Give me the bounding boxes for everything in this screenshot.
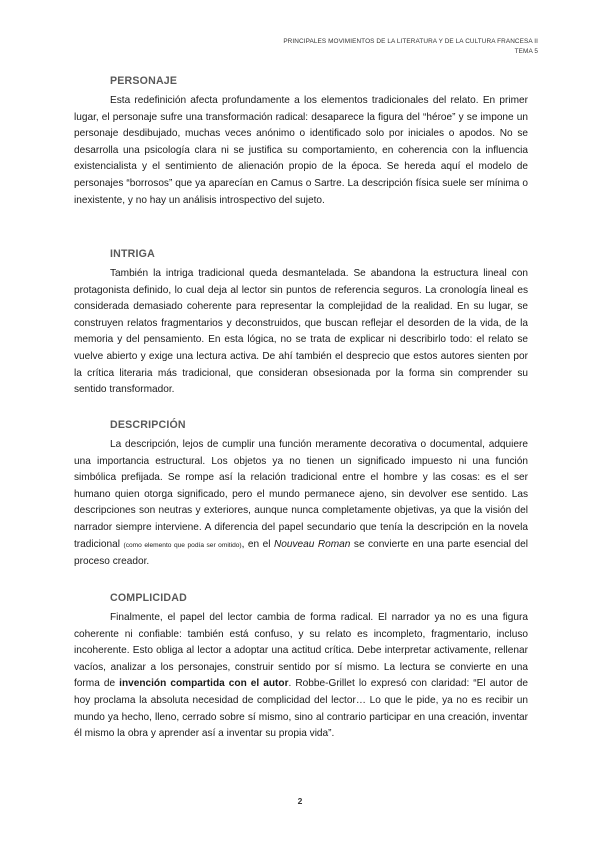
- paragraph-text: Finalmente, el papel del lector cambia de forma radical. El narrador ya no es una figura coherente ni confiable: también está confuso, y su relato es incompleto, fragmentario, incluso incoherente. Esto obliga al lector a adoptar una actitud crítica. Debe interpretar activamente, rellenar vacíos, analizar a los personajes, construir sentido por sí mismo. La lectura se convierte en una forma de: [74, 612, 528, 690]
- bold-phrase: invención compartida con el autor: [119, 678, 289, 690]
- section-heading: DESCRIPCIÓN: [110, 419, 186, 431]
- section-heading: PERSONAJE: [110, 75, 178, 87]
- section-paragraph: También la intriga tradicional queda desmantelada. Se abandona la estructura lineal con protagonista definido, lo cual deja al lector sin puntos de referencia seguros. La cronología lineal es considerada demasiado coherente para representar la complejidad de la realidad. En su lugar, se construyen relatos fragmentarios y deconstruidos, que buscan reflejar el desorden de la vida, de la memoria y del pensamiento. En esta lógica, no se trata de explicar ni describirlo todo: el relato se vuelve abierto y exige una lectura activa. De ahí también el desprecio que estos autores sienten por la crítica literaria más tradicional, que consideran obsesionada por la forma sin comprender su sentido transformador.: [74, 268, 528, 396]
- section-heading: COMPLICIDAD: [110, 592, 187, 604]
- running-header: [283, 37, 538, 57]
- section-complicidad: [74, 591, 528, 743]
- paragraph-text: . Robbe-Grillet lo expresó con claridad: “El autor de hoy proclama la absoluta necesidad de complicidad del lector… Lo que le pide, ya no es recibir un mundo ya hecho, lleno, cerrado sobre sí mismo, sino al contrario participar en una creación, inventar él mismo la obra y aprender así a inventar su propia vida”.: [74, 678, 528, 740]
- section-descripcion: [74, 418, 528, 571]
- italic-term: Nouveau Roman: [273, 538, 351, 550]
- section-intriga: [74, 247, 528, 399]
- header-course-title: PRINCIPALES MOVIMIENTOS DE LA LITERATURA Y DE LA CULTURA FRANCESA II: [283, 38, 538, 45]
- paragraph-text: , en el: [241, 538, 271, 550]
- section-paragraph: [74, 437, 528, 571]
- header-unit: TEMA 5: [514, 48, 538, 55]
- section-personaje: [74, 74, 528, 209]
- page-number: 2: [297, 796, 303, 806]
- paragraph-text: La descripción, lejos de cumplir una función meramente decorativa o documental, adquiere una importancia estructural. Los objetos ya no tienen un significado impuesto ni una función simbólica prefijada. Se rompe así la relación tradicional entre el hombre y las cosas: es el ser humano quien otorga significado, pero el mundo permanece ajeno, sin devolver ese sentido. Las descripciones son neutras y exteriores, aunque nunca completamente objetivas, ya que la visión del narrador siempre interviene. A diferencia del papel secundario que tenía la descripción en la novela tradicional: [74, 439, 528, 550]
- paragraph-text: se convierte en una parte esencial del proceso creador.: [74, 538, 528, 568]
- section-paragraph: Esta redefinición afecta profundamente a los elementos tradicionales del relato. En primer lugar, el personaje sufre una transformación radical: desaparece la figura del “héroe” y se impone un personaje desdibujado, muchas veces anónimo o identificado solo por iniciales o apodos. No se desarrolla una psicología clara ni se justifica su comportamiento, en coherencia con la influencia existencialista y el sentimiento de alienación propio de la época. Se hereda aquí el modelo de personajes “borrosos” que ya aparecían en Camus o Sartre. La descripción física suele ser mínima o inexistente, y no hay un análisis introspectivo del sujeto.: [74, 95, 528, 206]
- parenthetical-note: (como elemento que podía ser omitido): [123, 541, 242, 549]
- section-paragraph: [74, 610, 528, 743]
- section-heading: INTRIGA: [110, 248, 155, 260]
